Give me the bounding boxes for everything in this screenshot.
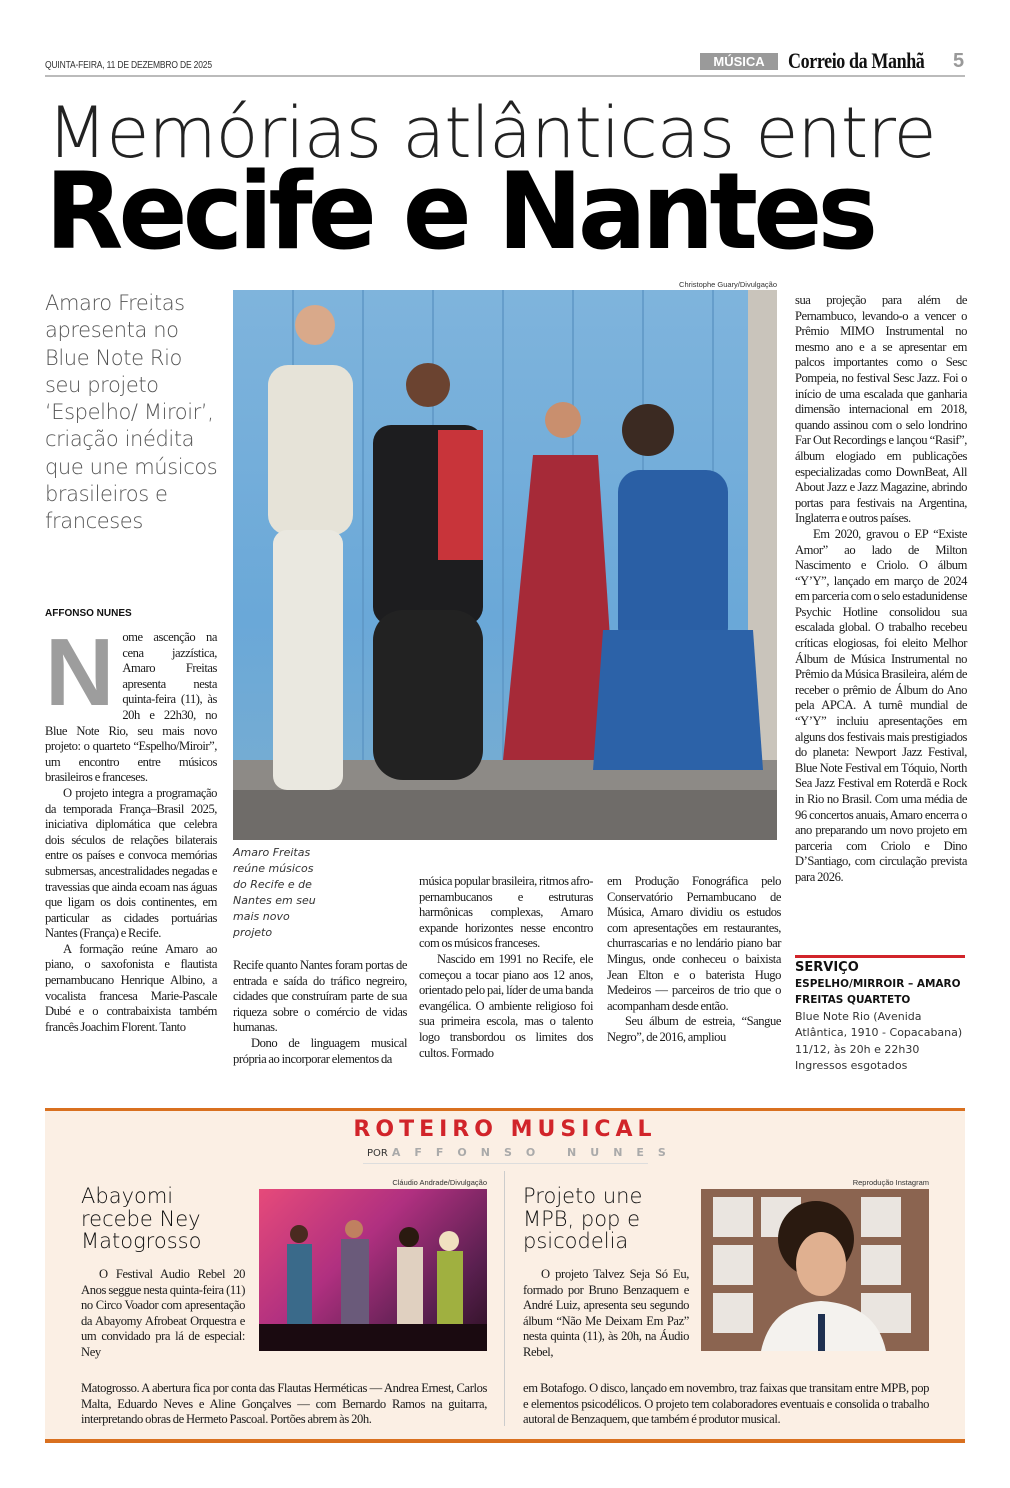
- roteiro-byline: [367, 1146, 680, 1160]
- main-photo: [233, 290, 777, 840]
- story2-body-top: [523, 1267, 689, 1361]
- article-column-2: [233, 958, 407, 1067]
- paragraph: Seu álbum de estreia, “Sangue Negro”, de 2016, ampliou: [607, 1014, 781, 1044]
- paragraph: sua projeção para além de Pernambuco, levando-o a vencer o Prêmio MIMO Instrumental no mesmo ano e a se apresentar em palcos importantes como o Sesc Pompeia, no festival Sesc Jazz. Foi o início de uma escalada que ganharia dimensão internacional em 2018, quando assinou com o selo londrino Far Out Recordings e lançou “Rasif”, álbum elogiado em publicações especializadas como DownBeat, All About Jazz e Jazz Magazine, abrindo portas para festivais na Argentina, Inglaterra e outros países.: [795, 293, 967, 526]
- paragraph: ome ascenção na cena jazzística, Amaro Freitas apresenta nesta quinta-feira (11), às 20h e 22h30, no Blue Note Rio, seu mais novo projeto: o quarteto “Espelho/Miroir”, um encontro entre músicos brasileiros e franceses.: [45, 630, 217, 785]
- story2-body-bottom: [523, 1381, 929, 1428]
- paragraph: Dono de linguagem musical própria ao incorporar elementos da: [233, 1035, 407, 1066]
- band-on-stage-illustration: [259, 1189, 487, 1351]
- photo-credit: Christophe Guary/Divulgação: [679, 280, 777, 289]
- headline-line1: Memórias atlânticas entre: [47, 92, 936, 174]
- byline: AFFONSO NUNES: [45, 608, 132, 619]
- article-column-1: [45, 619, 217, 1035]
- servico-rule: [795, 955, 965, 958]
- photo-caption: Amaro Freitas reúne músicos do Recife e de Nantes em seu mais novo projeto: [233, 846, 316, 939]
- article-column-4: [607, 874, 781, 1046]
- por-label: POR: [367, 1148, 388, 1159]
- story1-photo-credit: Cláudio Andrade/Divulgação: [392, 1178, 487, 1187]
- section-label: MÚSICA: [700, 53, 778, 70]
- story2-photo: [701, 1189, 929, 1351]
- paragraph: O projeto integra a programação da temporada França–Brasil 2025, iniciativa diplomática que celebra dois séculos de relações bilaterais entre os países e convoca memórias submersas, ancestralidades negadas e travessias que ainda ecoam nas águas que ligam os dois continentes, em particular as cidades portuárias Nantes (França) e Recife.: [45, 785, 217, 941]
- paragraph: Matogrosso. A abertura fica por conta das Flautas Herméticas — Andrea Ernest, Carlos Malta, Eduardo Neves e Aline Gonçalves — com Bernardo Ramos na guitarra, interpretando obras de Hermeto Pascoal. Portões abrem às 20h.: [81, 1381, 487, 1427]
- musicians-photo-illustration: [233, 290, 777, 840]
- paragraph: em Produção Fonográfica pelo Conservatório Pernambucano de Música, Amaro dividiu os estudos com apresentações em restaurantes, churrascarias e no lendário piano bar Mingus, onde conheceu o baixista Jean Elton e o baterista Hugo Medeiros — parceiros de trio que o acompanham desde então.: [607, 874, 781, 1013]
- headline-line2: Recife e Nantes: [45, 150, 874, 273]
- roteiro-title: ROTEIRO MUSICAL: [353, 1117, 657, 1142]
- page-number: 5: [953, 50, 965, 72]
- paragraph: em Botafogo. O disco, lançado em novembro, traz faixas que transitam entre MPB, pop e elementos psicodélicos. O projeto tem colaboradores eventuais e consolida o trabalho autoral de Benzaquem, que também é produtor musical.: [523, 1381, 929, 1427]
- story2-title: Projeto une MPB, pop e psicodelia: [523, 1184, 643, 1253]
- masthead-logo: Correio da Manhã: [788, 48, 925, 73]
- servico-tickets: Ingressos esgotados: [795, 1059, 908, 1073]
- roteiro-musical-box: [45, 1108, 965, 1443]
- issue-date: QUINTA-FEIRA, 11 DE DEZEMBRO DE 2025: [45, 60, 212, 71]
- servico-event: ESPELHO/MIRROIR – AMARO FREITAS QUARTETO: [795, 978, 961, 1007]
- story1-photo: [259, 1189, 487, 1351]
- drop-cap: N: [45, 619, 115, 726]
- column-divider: [504, 1171, 505, 1426]
- deck-subtitle: Amaro Freitas apresenta no Blue Note Rio seu projeto ‘Espelho/ Miroir’, criação inédita que une músicos brasileiros e franceses: [45, 291, 218, 534]
- servico-box: [795, 960, 970, 1074]
- paragraph: Recife quanto Nantes foram portas de entrada e saída do tráfico negreiro, cidades que construíram parte de sua riqueza sobre o comércio de vidas humanas.: [233, 958, 407, 1035]
- story1-body-bottom: [81, 1381, 487, 1428]
- roteiro-rule: [363, 1163, 648, 1164]
- roteiro-author: AFFONSO NUNES: [391, 1146, 680, 1159]
- story1-body-top: [81, 1267, 245, 1361]
- paragraph: O projeto Talvez Seja Só Eu, formado por Bruno Benzaquem e André Luiz, apresenta seu segundo álbum “Não Me Deixam Em Paz” nesta quinta (11), às 20h, na Áudio Rebel,: [523, 1267, 689, 1359]
- header-rule: [45, 75, 965, 77]
- paragraph: O Festival Audio Rebel 20 Anos seggue nesta quinta-feira (11) no Circo Voador com apresentação da Abayomy Afrobeat Orquestra e um convidado pra lá de especial: Ney: [81, 1267, 245, 1359]
- servico-venue: Blue Note Rio (Avenida Atlântica, 1910 - Copacabana): [795, 1009, 963, 1040]
- paragraph: Nascido em 1991 no Recife, ele começou a tocar piano aos 12 anos, orientado pelo pai, líder de uma banda evangélica. O ambiente religioso foi sua primeira escola, mas o talento logo transbordou os limites dos cultos. Formado: [419, 951, 593, 1060]
- paragraph: A formação reúne Amaro ao piano, o saxofonista e flautista pernambucano Henrique Albino, a vocalista francesa Marie-Pascale Dubé e o contrabaixista também francês Joachim Florent. Tanto: [45, 941, 217, 1034]
- servico-title: SERVIÇO: [795, 960, 859, 975]
- servico-time: 11/12, às 20h e 22h30: [795, 1042, 920, 1056]
- paragraph: música popular brasileira, ritmos afro-pernambucanos e estruturas harmônicas complexas, Amaro expande horizontes nesse encontro com os músicos franceses.: [419, 874, 593, 951]
- story1-title: Abayomi recebe Ney Matogrosso: [81, 1184, 202, 1253]
- portrait-illustration: [701, 1189, 929, 1351]
- story2-photo-credit: Reprodução Instagram: [852, 1178, 929, 1187]
- article-column-5: [795, 293, 967, 886]
- paragraph: Em 2020, gravou o EP “Existe Amor” ao lado de Milton Nascimento e Criolo. O álbum “Y’Y”, lançado em março de 2024 em parceria com o selo estadunidense Psychic Hotline consolidou sua escalada global. O trabalho recebeu críticas elogiosas, foi eleito Melhor Álbum de Música Instrumental no Prêmio da Música Brasileira, além de receber o prêmio de Álbum do Ano pela APCA. A turnê mundial de “Y’Y” incluiu apresentações em alguns dos festivais mais prestigiados do planeta: Newport Jazz Festival, Blue Note Festival em Tóquio, North Sea Jazz Festival em Roterdã e Rock in Rio no Brasil. Com uma média de 96 concertos anuais, Amaro encerra o ano preparando um novo projeto em parceria com Criolo e Dino D’Santiago, com circulação prevista para 2026.: [795, 526, 967, 884]
- article-column-3: [419, 874, 593, 1061]
